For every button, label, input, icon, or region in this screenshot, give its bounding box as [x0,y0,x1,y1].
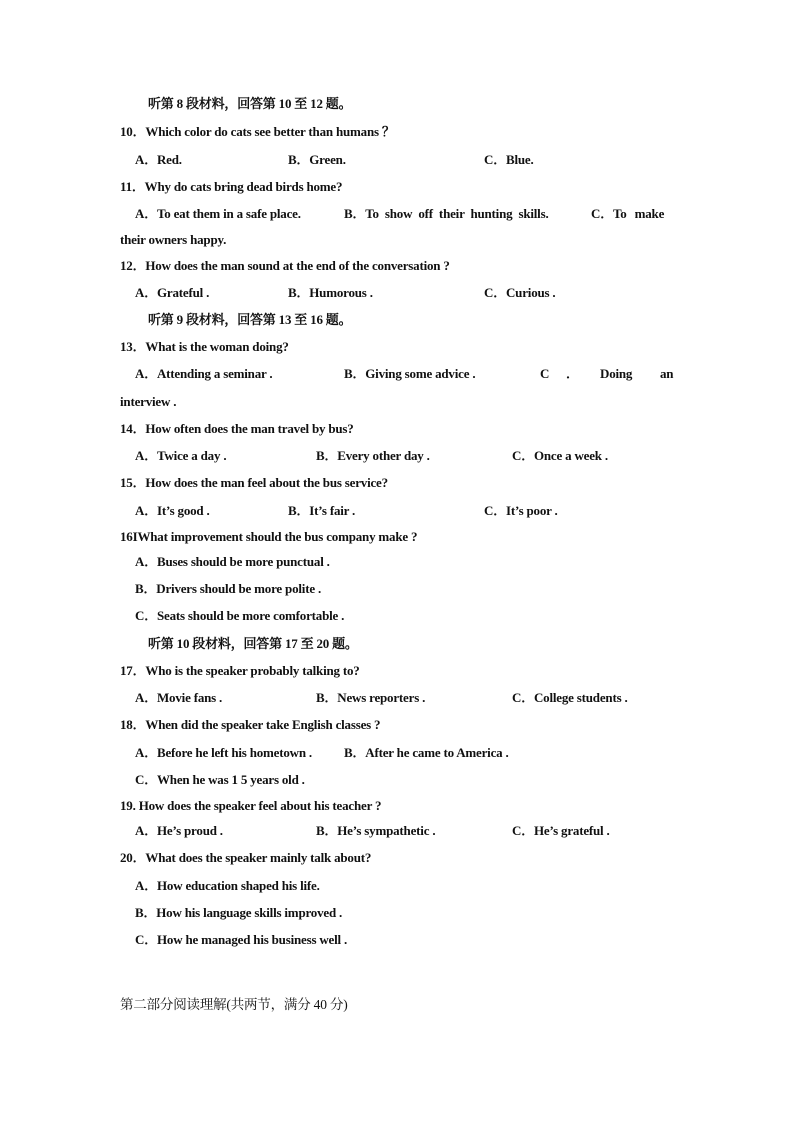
question-11: 11．Why do cats bring dead birds home? [120,179,343,194]
q18-option-c: C．When he was 1 5 years old . [135,772,305,787]
q19-option-a: A．He’s proud . [135,823,223,838]
q14-option-c: C．Once a week . [512,448,608,463]
question-17: 17．Who is the speaker probably talking to? [120,663,360,678]
q11-option-c-continued: their owners happy. [120,232,227,247]
q15-option-b: B．It’s fair . [288,503,356,518]
q12-option-a: A．Grateful . [135,285,210,300]
q14-option-a: A．Twice a day . [135,448,227,463]
question-13: 13．What is the woman doing? [120,339,289,354]
q14-option-b: B．Every other day . [316,448,430,463]
q16-option-a: A．Buses should be more punctual . [135,554,330,569]
question-14: 14．How often does the man travel by bus? [120,421,354,436]
q20-option-c: C．How he managed his business well . [135,932,348,947]
q13-option-c-letter: C [540,366,550,381]
question-20: 20．What does the speaker mainly talk about? [120,850,372,865]
q11-option-b: B．To show off their hunting skills. [344,206,549,221]
q11-option-a: A．To eat them in a safe place. [135,206,301,221]
q17-option-b: B．News reporters . [316,690,426,705]
q19-option-c: C．He’s grateful . [512,823,610,838]
question-12: 12．How does the man sound at the end of the conversation ? [120,258,450,273]
section-8-instruction: 听第 8 段材料，回答第 10 至 12 题。 [148,96,352,111]
q12-option-c: C．Curious . [484,285,556,300]
section-9-instruction: 听第 9 段材料，回答第 13 至 16 题。 [148,312,352,327]
question-16: 16IWhat improvement should the bus company make ? [120,529,418,544]
q17-option-a: A．Movie fans . [135,690,223,705]
q15-option-a: A．It’s good . [135,503,210,518]
q18-option-a: A．Before he left his hometown . [135,745,312,760]
section-10-instruction: 听第 10 段材料，回答第 17 至 20 题。 [148,636,358,651]
q13-option-c-continued: interview . [120,394,177,409]
q10-option-c: C．Blue. [484,152,534,167]
q20-option-b: B．How his language skills improved . [135,905,343,920]
q16-option-b: B．Drivers should be more polite . [135,581,321,596]
q10-option-b: B．Green. [288,152,346,167]
question-15: 15．How does the man feel about the bus service? [120,475,388,490]
question-18: 18．When did the speaker take English classes ? [120,717,381,732]
q13-option-c-word1: Doing [600,366,633,381]
q18-option-b: B．After he came to America . [344,745,509,760]
q19-option-b: B．He’s sympathetic . [316,823,436,838]
q13-option-c-word2: an [660,366,674,381]
q13-option-b: B．Giving some advice . [344,366,476,381]
q16-option-c: C．Seats should be more comfortable . [135,608,345,623]
q15-option-c: C．It’s poor . [484,503,558,518]
q13-option-c-mark: ． [566,366,579,381]
q17-option-c: C．College students . [512,690,628,705]
question-19: 19. How does the speaker feel about his teacher ? [120,798,382,813]
question-10: 10．Which color do cats see better than humans ？ [120,124,395,139]
part-two-heading: 第二部分阅读理解(共两节，满分 40 分) [120,997,348,1012]
q12-option-b: B．Humorous . [288,285,373,300]
q13-option-a: A．Attending a seminar . [135,366,273,381]
q11-option-c: C．To make [591,206,665,221]
q10-option-a: A．Red. [135,152,182,167]
q20-option-a: A．How education shaped his life. [135,878,320,893]
